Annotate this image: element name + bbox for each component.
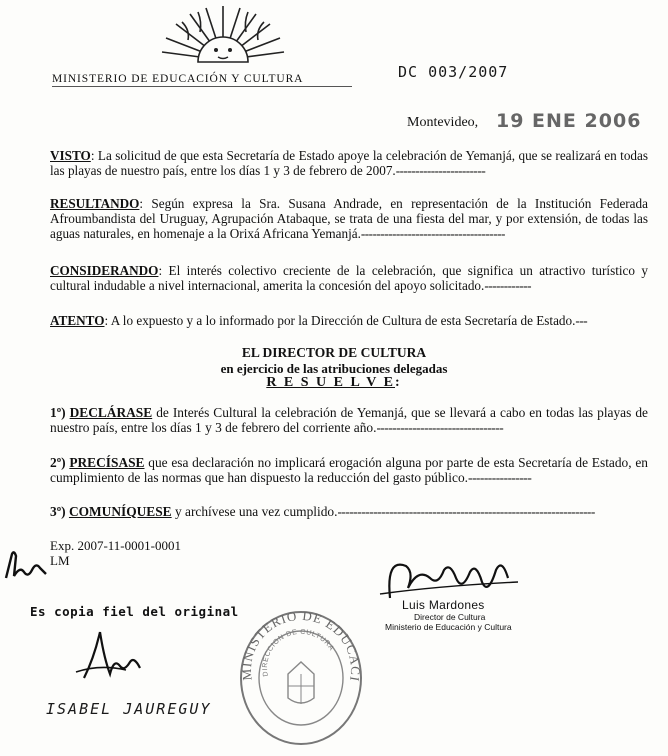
resolution-3-dashes: -----------------------------------------------------------------: [337, 504, 595, 519]
visto-paragraph: [50, 148, 648, 178]
resolution-1: [50, 405, 648, 435]
resolution-3-label: COMUNÍQUESE: [68, 504, 172, 519]
visto-dashes: -----------------------: [395, 163, 486, 178]
city-label: Montevideo,: [407, 115, 479, 130]
visto-label: VISTO: [50, 148, 91, 163]
initials: LM: [50, 553, 70, 568]
handwritten-name: ISABEL JAUREGUY: [46, 700, 212, 718]
considerando-paragraph: [50, 263, 648, 293]
resolution-1-label: DECLÁRASE: [69, 405, 153, 420]
resultando-label: RESULTANDO: [50, 196, 140, 211]
considerando-dashes: ------------: [484, 278, 532, 293]
resultando-paragraph: [50, 196, 648, 241]
considerando-text: : El interés colectivo creciente de la celebración, que significa un atractivo turístico y cultural indudable a nivel internacional, amerita la concesión del apoyo solicitado.: [50, 263, 648, 293]
svg-text:DIRECCION DE CULTURA: [262, 629, 335, 677]
atento-label: ATENTO: [50, 313, 105, 328]
sun-emblem-icon: [158, 2, 288, 70]
considerando-label: CONSIDERANDO: [50, 263, 159, 278]
atento-dashes: ---: [575, 313, 588, 328]
resuelve-word: R E S U E L V E: [266, 375, 396, 390]
signer-name: Luis Mardones: [402, 598, 485, 612]
atento-paragraph: [50, 313, 648, 328]
resolution-1-number: 1º): [50, 405, 66, 420]
resultando-dashes: -------------------------------------: [360, 226, 505, 241]
copy-stamp: Es copia fiel del original: [30, 604, 239, 619]
resolution-2-label: PRECÍSASE: [69, 455, 145, 470]
resultando-text: : Según expresa la Sra. Susana Andrade, en representación de la Institución Federada Afroumbandista del Uruguay, Agrupación Atabaque, se trata de una fiesta del mar, y por extensión, de todas las aguas naturales, en homenaje a la Orixá Africana Yemanjá.: [50, 196, 648, 241]
seal-inner-text: DIRECCION DE CULTURA: [261, 628, 335, 677]
official-seal-icon: [236, 604, 366, 749]
visto-text: : La solicitud de que esta Secretaría de Estado apoye la celebración de Yemanjá, que se realizará en todas las playas de nuestro país, entre los días 1 y 3 de febrero de 2007.: [50, 148, 648, 178]
resolution-3-number: 3º): [50, 504, 66, 519]
resolution-2-number: 2º): [50, 455, 66, 470]
signer-org: Ministerio de Educación y Cultura: [385, 622, 512, 632]
margin-signature-icon: [2, 548, 50, 584]
signer-title: Director de Cultura: [414, 612, 486, 622]
resolution-1-dashes: --------------------------------: [376, 420, 504, 435]
document-number: DC 003/2007: [398, 63, 509, 81]
resolution-3-text: y archívese una vez cumplido.: [171, 504, 338, 519]
resolution-3: [50, 504, 648, 519]
expediente-number: Exp. 2007-11-0001-0001: [50, 538, 181, 553]
seal-outer-text: MINISTERIO DE EDUCACI: [238, 607, 364, 684]
director-title: EL DIRECTOR DE CULTURA: [241, 345, 427, 360]
resolution-2-text: que esa declaración no implicará erogación alguna por parte de esta Secretaría de Estado, en cumplimiento de las normas que han dispuesto la reducción del gasto público.: [50, 455, 648, 485]
svg-text:MINISTERIO DE EDUCACION Y CULT: [236, 604, 363, 683]
resuelve-colon: :: [395, 375, 402, 390]
ministry-header: MINISTERIO DE EDUCACIÓN Y CULTURA: [52, 73, 352, 87]
resuelve-heading: [0, 375, 668, 391]
atento-text: : A lo expuesto y a lo informado por la Dirección de Cultura de esta Secretaría de Estado.: [104, 313, 576, 328]
resolution-2-dashes: ----------------: [468, 470, 532, 485]
jaureguy-signature-icon: [70, 628, 150, 688]
resolution-2: [50, 455, 648, 485]
resolution-1-text: de Interés Cultural la celebración de Yemanjá, que se llevará a cabo en todas las playas de nuestro país, entre los días 1 y 3 de febrero del corriente año.: [50, 405, 648, 435]
director-subtitle: en ejercicio de las atribuciones delegadas: [220, 361, 448, 376]
date-stamp: 19 ENE 2006: [496, 110, 642, 132]
